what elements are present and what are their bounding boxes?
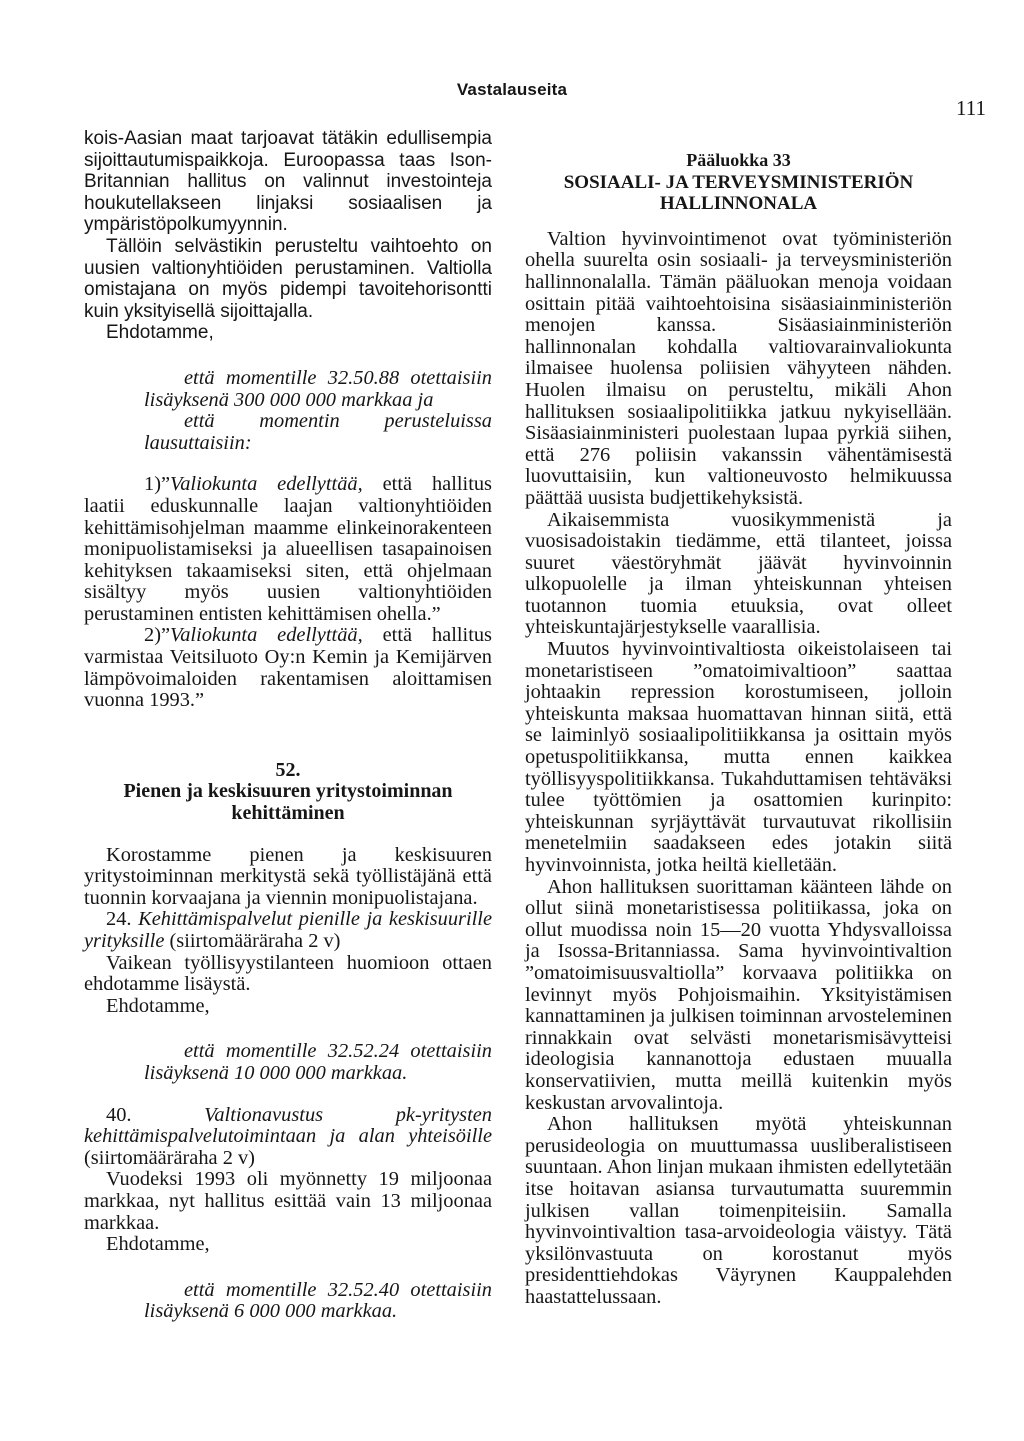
item-number: 2)” <box>144 624 171 647</box>
paragraph: Ehdotamme, <box>106 994 210 1017</box>
subsection-title: Valtionavustus pk-yritysten kehittämispalvelutoimintaan ja alan yhteisöille <box>84 1103 492 1148</box>
subsection-number: 24. <box>106 908 139 931</box>
paragraph: Ahon hallituksen myötä yhteiskunnan perusideologia on muuttumassa uusliberalistiseen suuntaan. Ahon linjan mukaan ihmisten edellytetään itse hoitavan asiansa turvautumatta suuremmin julkisen vallan toimenpiteisiin. Samalla hyvinvointivaltion tasa-arvoideologia väistyy. Tätä yksilönvastuuta on korostanut myös presidenttiehdokas Väyrynen Kauppalehden haastattelussaan. <box>525 1113 952 1308</box>
chapter-title-line-2: HALLINNONALA <box>659 193 818 215</box>
paragraph: Ahon hallituksen suorittaman käänteen lähde on ollut siinä monetaristisessa politiikassa, joka on ollut muodissa noin 15—20 vuotta Yhdysvalloissa ja Isossa-Britanniassa. Sama hyvinvointivaltion ”omatoimisuusvaltiolla” korvaava politiikka on levinnyt myös Pohjoismaihin. Yksityistämisen kannattaminen ja julkisen toiminnan arvosteleminen rinnakkain ovat selvästi monetarismisävytteisi ideologisia kannanottoja edustaen muualla konservatiivien, mutta meillä kuitenkin myös keskustan arvovalintoja. <box>525 875 952 1114</box>
paragraph: kois-Aasian maat tarjoavat tätäkin edullisempia sijoittautumispaikkoja. Euroopassa taas Ison-Britannian hallitus on valinnut investointeja houkutellakseen linjaksi sosiaalisen ja ympäristöpolkumyynnin. <box>84 128 492 236</box>
motion-text: että momentille 32.50.88 otettaisiin lisäyksenä 300 000 000 markkaa ja <box>144 366 492 411</box>
item-lead-italic: Valiokunta edellyttää, <box>170 473 363 496</box>
chapter-title-line-1: SOSIAALI- JA TERVEYSMINISTERIÖN <box>563 171 914 193</box>
motion-block <box>144 368 492 454</box>
paragraph: Ehdotamme, <box>106 1233 210 1256</box>
chapter-number: Pääluokka 33 <box>686 150 791 170</box>
section-heading <box>84 760 492 825</box>
motion-text: että momentille 32.52.40 otettaisiin lisäyksenä 6 000 000 markkaa. <box>144 1278 492 1323</box>
motion-item-1 <box>84 474 492 625</box>
item-number: 1)” <box>144 473 171 496</box>
item-text: että hallitus laatii eduskunnalle laajan valtionyhtiöiden kehittämisohjelman maamme elinkeinorakenteen monipuolistamiseksi ja alueellisen tasapainoisen kehityksen takaamiseksi siten, että ohjelmaan sisältyy myös uusien valtionyhtiöiden perustaminen entisten kehittämisen ohella.” <box>84 473 492 625</box>
subsection-number: 40. <box>106 1103 205 1126</box>
section-number: 52. <box>275 758 301 781</box>
subsection-paragraph <box>84 909 492 952</box>
section-title-line-2: kehittäminen <box>231 802 345 825</box>
paragraph: Korostamme pienen ja keskisuuren yritystoiminnan merkitystä sekä työllistäjänä että tuonnin korvaajana ja viennin monipuolistajana. <box>84 843 492 909</box>
paragraph: Muutos hyvinvointivaltiosta oikeistolaiseen tai monetaristiseen ”omatoimivaltioon” saattaa johtaakin repression korostumiseen, jolloin yhteiskunta maksaa huomattavan hinnan siitä, että se laiminlyö sosiaalipolitiikkansa ja osittain myös opetuspolitiikkansa, mutta ennen kaikkea työllisyyspolitiikkansa. Tukahduttamisen tehtäväksi tulee työttömien ja osattomien kurinpito: yhteiskunnan syrjäyttävät turvautuvat rikollisiin menetelmiin saadakseen edes jotakin siitä hyvinvoinnista, jotka heiltä kielletään. <box>525 638 952 876</box>
paragraph: Aikaisemmista vuosikymmenistä ja vuosisadoistakin tiedämme, että tilanteet, joissa suuret väestöryhmät jäävät hyvinvoinnin ulkopuolelle ja ilman yhteiskunnan yhteisen tuotannon tuomia etuuksia, ovat olleet yhteiskuntajärjestykselle vaarallisia. <box>525 508 952 639</box>
motion-items <box>84 474 492 712</box>
item-lead-italic: Valiokunta edellyttää, <box>170 624 363 647</box>
item-text: että hallitus varmistaa Veitsiluoto Oy:n Kemin ja Kemijärven lämpövoimaloiden rakentamisen aloittamisen vuonna 1993.” <box>84 624 492 712</box>
subsection-title: Kehittämispalvelut pienille ja keskisuurille yrityksille <box>84 908 492 952</box>
subsection-paragraph <box>84 1105 492 1170</box>
motion-block <box>144 1280 492 1323</box>
subsection-note: (siirtomääräraha 2 v) <box>84 1146 255 1169</box>
chapter-heading <box>525 150 952 215</box>
subsection-note: (siirtomääräraha 2 v) <box>164 930 341 952</box>
paragraph: Vaikean työllisyystilanteen huomioon ottaen ehdotamme lisäystä. <box>84 951 492 996</box>
right-column <box>525 150 952 1308</box>
left-column <box>84 128 492 1343</box>
motion-block <box>144 1041 492 1084</box>
motion-text: että momentille 32.52.24 otettaisiin lisäyksenä 10 000 000 markkaa. <box>144 1040 492 1084</box>
paragraph: Valtion hyvinvointimenot ovat työministeriön ohella suurelta osin sosiaali- ja terveysministeriön hallinnonalalla. Tämän pääluokan menoja voidaan osittain pitää vaihtoehtoisina sisäasiainministeriön menojen kanssa. Sisäasiainministeriön hallinnonalan kohdalla valtiovarainvaliokunta ilmaisee huolensa poliisien vähyyteen nähden. Huolen ilmaisu on perusteltu, mikäli Ahon hallituksen sosiaalipolitiikka jatkuu nykyisellään. Sisäasiainministeri puolestaan lupaa pyrkiä siihen, että 276 poliisin vakanssin vähentämisestä luovuttaisiin, kun valtioneuvosto helmikuussa päättää uusista budjettikehyksistä. <box>525 227 952 509</box>
section-title-line-1 <box>84 760 492 803</box>
motion-text: että momentin perusteluissa lausuttaisiin: <box>144 410 492 454</box>
paragraph: Vuodeksi 1993 oli myönnetty 19 miljoonaa markkaa, nyt hallitus esittää vain 13 miljoonaa markkaa. <box>84 1168 492 1234</box>
paragraph: Ehdotamme, <box>106 322 214 344</box>
paragraph: Tällöin selvästikin perusteltu vaihtoehto on uusien valtionyhtiöiden perustaminen. Valtiolla omistajana on myös pidempi tavoitehorisontti kuin yksityisellä sijoittajalla. <box>84 235 492 322</box>
running-title: Vastalauseita <box>456 80 568 99</box>
motion-item-2 <box>84 625 492 711</box>
section-title: Pienen ja keskisuuren yritystoiminnan <box>123 780 453 803</box>
page-number: 111 <box>956 96 986 120</box>
